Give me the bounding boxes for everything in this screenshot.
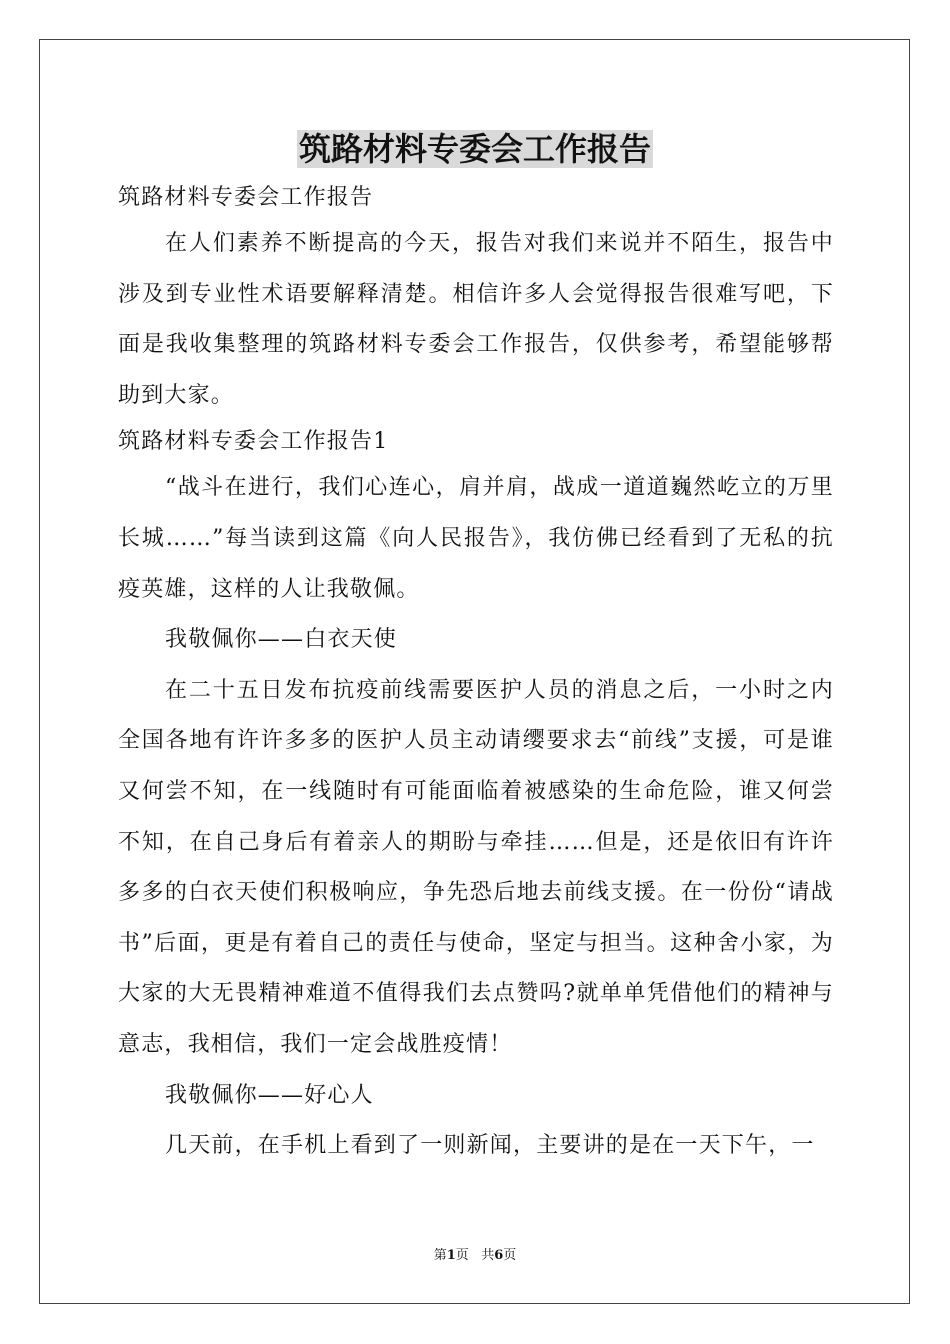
subheading-kind-person: 我敬佩你——好心人 [165,1082,374,1108]
page-number-suffix: 页 [455,1248,469,1263]
page-total-suffix: 页 [503,1248,517,1263]
document-body [118,177,834,1172]
document-title [0,126,950,172]
subtitle-paragraph: 筑路材料专委会工作报告 [118,185,374,210]
page-number-prefix: 第 [433,1248,447,1263]
page-total-count: 6 [494,1248,504,1263]
body-paragraph: “战斗在进行，我们心连心，肩并肩，战成一道道巍然屹立的万里长城……”每当读到这篇《向人民报告》，我仿佛已经看到了无私的抗疫英雄，这样的人让我敬佩。 [118,475,834,602]
body-paragraph: 几天前，在手机上看到了一则新闻，主要讲的是在一天下午，一 [165,1133,815,1159]
body-paragraph: 在二十五日发布抗疫前线需要医护人员的消息之后，一小时之内全国各地有许许多多的医护人员主动请缨要求去“前线”支援，可是谁又何尝不知，在一线随时有可能面临着被感染的生命危险，谁又何尝不知，在自己身后有着亲人的期盼与牵挂……但是，还是依旧有许许多多的白衣天使们积极响应，争先恐后地去前线支援。在一份份“请战书”后面，更是有着自己的责任与使命，坚定与担当。这种舍小家，为大家的大无畏精神难道不值得我们去点赞吗?就单单凭借他们的精神与意志，我相信，我们一定会战胜疫情！ [118,677,834,1057]
subheading-white-angel: 我敬佩你——白衣天使 [165,627,398,653]
page-total-prefix: 共 [481,1248,495,1263]
page-footer [0,1246,950,1266]
document-title-text: 筑路材料专委会工作报告 [298,130,651,168]
page-number-current: 1 [446,1248,456,1263]
section-heading-1: 筑路材料专委会工作报告1 [118,429,389,455]
intro-paragraph: 在人们素养不断提高的今天，报告对我们来说并不陌生，报告中涉及到专业性术语要解释清楚。相信许多人会觉得报告很难写吧，下面是我收集整理的筑路材料专委会工作报告，仅供参考，希望能够帮助到大家。 [118,231,834,408]
